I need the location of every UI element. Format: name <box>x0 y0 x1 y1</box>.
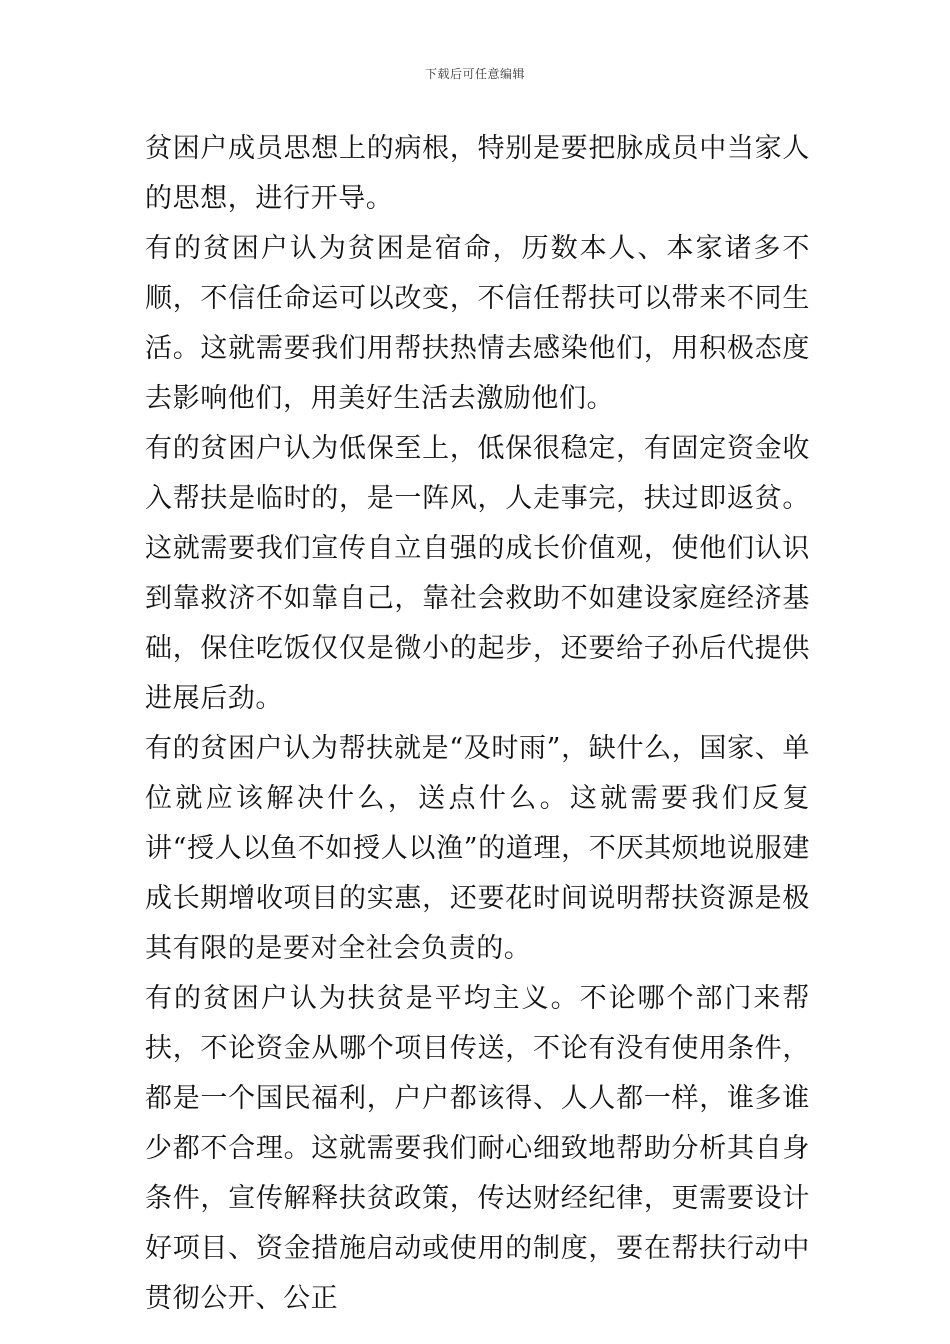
paragraph-1: 贫困户成员思想上的病根，特别是要把脉成员中当家人的思想，进行开导。 <box>145 133 810 214</box>
paragraph-3: 有的贫困户认为低保至上，低保很稳定，有固定资金收入帮扶是临时的，是一阵风，人走事完，扶过即返贫。这就需要我们宣传自立自强的成长价值观，使他们认识到靠救济不如靠自己，靠社会救助不如建设家庭经济基础，保住吃饭仅仅是微小的起步，还要给子孙后代提供进展后劲。 <box>145 433 810 714</box>
paragraph-2: 有的贫困户认为贫困是宿命，历数本人、本家诸多不顺，不信任命运可以改变，不信任帮扶可以带来不同生活。这就需要我们用帮扶热情去感染他们，用积极态度去影响他们，用美好生活去激励他们。 <box>145 233 810 414</box>
paragraph-5: 有的贫困户认为扶贫是平均主义。不论哪个部门来帮扶，不论资金从哪个项目传送，不论有没有使用条件，都是一个国民福利，户户都该得、人人都一样，谁多谁少都不合理。这就需要我们耐心细致地帮助分析其自身条件，宣传解释扶贫政策，传达财经纪律，更需要设计好项目、资金措施启动或使用的制度，要在帮扶行动中贯彻公开、公正 <box>145 983 810 1314</box>
paragraph-4: 有的贫困户认为帮扶就是“及时雨”，缺什么，国家、单位就应该解决什么，送点什么。这就需要我们反复讲“授人以鱼不如授人以渔”的道理，不厌其烦地说服建成长期增收项目的实惠，还要花时间说明帮扶资源是极其有限的是要对全社会负责的。 <box>145 733 810 964</box>
page-header-note: 下载后可任意编辑 <box>424 67 525 81</box>
document-body <box>145 124 810 1324</box>
